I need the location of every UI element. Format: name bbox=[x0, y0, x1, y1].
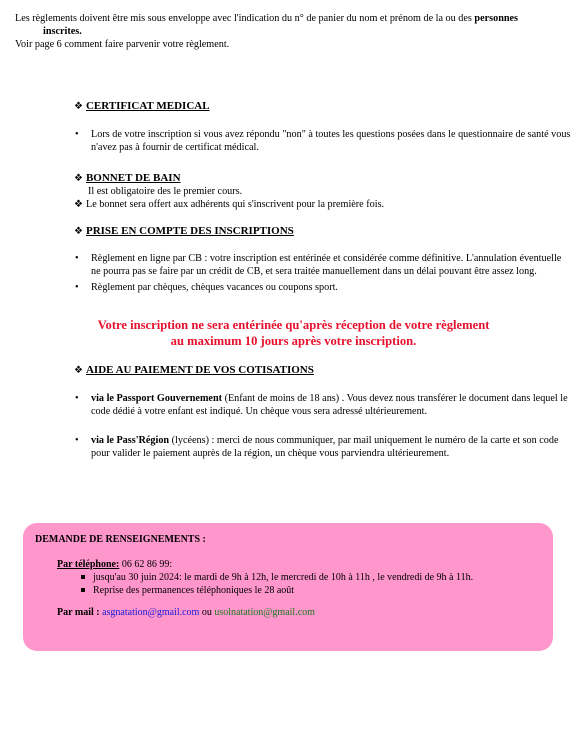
list-item bbox=[75, 128, 573, 154]
renseignements-title: DEMANDE DE RENSEIGNEMENTS : bbox=[35, 534, 206, 545]
list-item bbox=[75, 392, 573, 418]
aide-list bbox=[75, 392, 573, 460]
certificat-list bbox=[75, 128, 573, 154]
email-link-usolnatation[interactable]: usolnatation@gmail.com bbox=[214, 607, 315, 618]
notice-line1: Votre inscription ne sera entérinée qu'après réception de votre règlement bbox=[97, 318, 490, 332]
intro-line1-text: Les règlements doivent être mis sous enveloppe avec l'indication du n° de panier du nom et prénom de la ou des bbox=[15, 13, 472, 24]
intro-paragraph bbox=[15, 12, 575, 51]
email-link-asgnatation[interactable]: asgnatation@gmail.com bbox=[102, 607, 200, 618]
phone-number: 06 62 86 99: bbox=[119, 559, 173, 570]
mail-row bbox=[35, 606, 545, 619]
mail-label: Par mail : bbox=[57, 607, 100, 618]
bonnet-heading-row bbox=[74, 172, 181, 185]
intro-line2: inscrites. bbox=[43, 26, 82, 37]
certificat-text: Lors de votre inscription si vous avez répondu "non" à toutes les questions posées dans le questionnaire de santé vous n'avez pas à fournir de certificat médical. bbox=[91, 129, 571, 153]
phone-hours-text: jusqu'au 30 juin 2024: le mardi de 9h à 12h, le mercredi de 10h à 11h , le vendredi de 9h à 11h. bbox=[93, 572, 474, 583]
list-item bbox=[75, 252, 573, 278]
intro-line3: Voir page 6 comment faire parvenir votre règlement. bbox=[15, 39, 230, 50]
phone-reprise-item bbox=[35, 584, 545, 597]
diamond-bullet-icon: ❖ bbox=[74, 101, 83, 112]
certificat-heading-row bbox=[74, 100, 210, 113]
intro-line1-bold: personnes bbox=[474, 13, 519, 24]
payment-notice bbox=[0, 317, 587, 349]
diamond-bullet-icon: ❖ bbox=[74, 226, 83, 237]
certificat-heading: CERTIFICAT MEDICAL bbox=[85, 100, 210, 112]
list-item bbox=[75, 281, 573, 294]
square-bullet-icon bbox=[81, 588, 85, 592]
diamond-bullet-icon: ❖ bbox=[74, 173, 83, 184]
aide-item1-text: (Enfant de moins de 18 ans) . Vous devez nous transférer le document dans lequel le code dédié à votre enfant est indiqué. Un chèque vous sera adressé ultérieurement. bbox=[91, 393, 568, 417]
phone-row bbox=[35, 558, 545, 571]
aide-heading-row bbox=[74, 364, 314, 377]
intro-line1 bbox=[15, 12, 575, 25]
bonnet-line2: Le bonnet sera offert aux adhérents qui s'inscrivent pour la première fois. bbox=[85, 199, 385, 210]
aide-item2-title: via le Pass'Région bbox=[91, 435, 170, 446]
bonnet-heading: BONNET DE BAIN bbox=[85, 172, 181, 184]
diamond-bullet-icon: ❖ bbox=[74, 199, 83, 210]
aide-item1-title: via le Passport Gouvernement bbox=[91, 393, 223, 404]
diamond-bullet-icon: ❖ bbox=[74, 365, 83, 376]
prise-item-1: Règlement en ligne par CB : votre inscription est entérinée et considérée comme définitive. L'annulation éventuelle ne pourra pas se faire par un crédit de CB, et sera traitée manuellement dans un délai pouvant être assez long. bbox=[91, 253, 562, 277]
list-item bbox=[75, 434, 573, 460]
bullet-icon: • bbox=[75, 393, 79, 404]
renseignements-box bbox=[23, 523, 553, 651]
notice-line2: au maximum 10 jours après votre inscription. bbox=[170, 334, 417, 348]
square-bullet-icon bbox=[81, 575, 85, 579]
bullet-icon: • bbox=[75, 435, 79, 446]
prise-heading: PRISE EN COMPTE DES INSCRIPTIONS bbox=[85, 225, 294, 237]
aide-item2-text: (lycéens) : merci de nous communiquer, par mail uniquement le numéro de la carte et son code pour valider le paiement auprès de la région, un chèque vous parviendra ultérieurement. bbox=[91, 435, 559, 459]
phone-hours-item bbox=[35, 571, 545, 584]
aide-heading: AIDE AU PAIEMENT DE VOS COTISATIONS bbox=[85, 364, 314, 376]
prise-item-2: Règlement par chèques, chèques vacances ou coupons sport. bbox=[91, 282, 338, 293]
bullet-icon: • bbox=[75, 253, 79, 264]
prise-heading-row bbox=[74, 225, 294, 238]
phone-reprise-text: Reprise des permanences téléphoniques le 28 août bbox=[93, 585, 295, 596]
prise-list bbox=[75, 252, 573, 294]
phone-label: Par téléphone: bbox=[57, 559, 120, 570]
mail-separator: ou bbox=[199, 607, 215, 618]
bonnet-line1: Il est obligatoire des le premier cours. bbox=[88, 186, 243, 197]
bonnet-line2-row bbox=[74, 198, 384, 211]
bullet-icon: • bbox=[75, 129, 79, 140]
renseignements-content bbox=[35, 533, 545, 619]
bullet-icon: • bbox=[75, 282, 79, 293]
